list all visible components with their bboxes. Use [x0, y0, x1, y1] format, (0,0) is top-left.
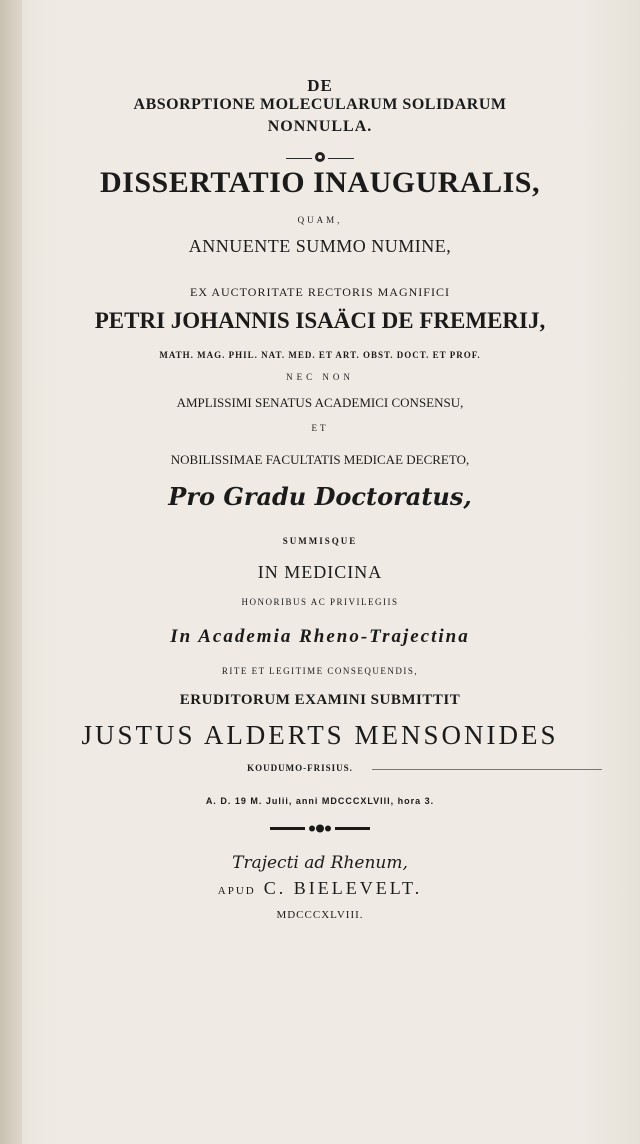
line-quam: QUAM,: [297, 215, 343, 225]
line-rite: RITE ET LEGITIME CONSEQUENDIS,: [221, 666, 419, 676]
line-subject-1: ABSORPTIONE MOLECULARUM SOLIDARUM: [133, 96, 507, 113]
line-academia: In Academia Rheno-Trajectina: [170, 626, 470, 647]
line-in-medicina: IN MEDICINA: [257, 562, 383, 582]
imprint-line: [0, 878, 640, 899]
line-origin: KOUDUMO-FRISIUS.: [247, 763, 353, 773]
line-rector-name: PETRI JOHANNIS ISAÄCI DE FREMERIJ,: [94, 308, 546, 333]
line-nobilissimae: NOBILISSIMAE FACULTATIS MEDICAE DECRETO,: [170, 452, 470, 467]
ornament-icon: [313, 150, 327, 164]
line-date: A. D. 19 M. Julii, anni MDCCCXLVIII, hora 3.: [205, 796, 435, 806]
line-year: MDCCCXLVIII.: [276, 909, 364, 921]
line-author: JUSTUS ALDERTS MENSONIDES: [81, 720, 559, 750]
origin-rule: [372, 769, 602, 770]
divider-left: [286, 158, 312, 159]
line-et: ET: [311, 423, 329, 433]
line-ex-auctoritate: EX AUCTORITATE RECTORIS MAGNIFICI: [190, 285, 450, 299]
ornament-icon-2: [305, 822, 335, 835]
line-honoribus: HONORIBUS AC PRIVILEGIIS: [241, 597, 399, 607]
line-nec-non: NEC NON: [286, 372, 354, 382]
divider-right: [328, 158, 354, 159]
line-place: Trajecti ad Rhenum,: [232, 853, 408, 873]
line-eruditorum: ERUDITORUM EXAMINI SUBMITTIT: [179, 692, 461, 708]
line-summisque: SUMMISQUE: [282, 536, 358, 546]
line-subject-2: NONNULLA.: [267, 118, 373, 135]
line-de: DE: [307, 76, 333, 95]
line-rector-titles: MATH. MAG. PHIL. NAT. MED. ET ART. OBST. DOCT. ET PROF.: [159, 350, 481, 360]
line-dissertatio: DISSERTATIO INAUGURALIS,: [100, 166, 540, 199]
line-annuente: ANNUENTE SUMMO NUMINE,: [188, 236, 452, 256]
line-amplissimi: AMPLISSIMI SENATUS ACADEMICI CONSENSU,: [176, 395, 464, 410]
line-pro-gradu: Pro Gradu Doctoratus,: [168, 482, 472, 511]
line-printer: C. BIELEVELT.: [263, 878, 423, 898]
line-apud: APUD: [217, 885, 256, 897]
